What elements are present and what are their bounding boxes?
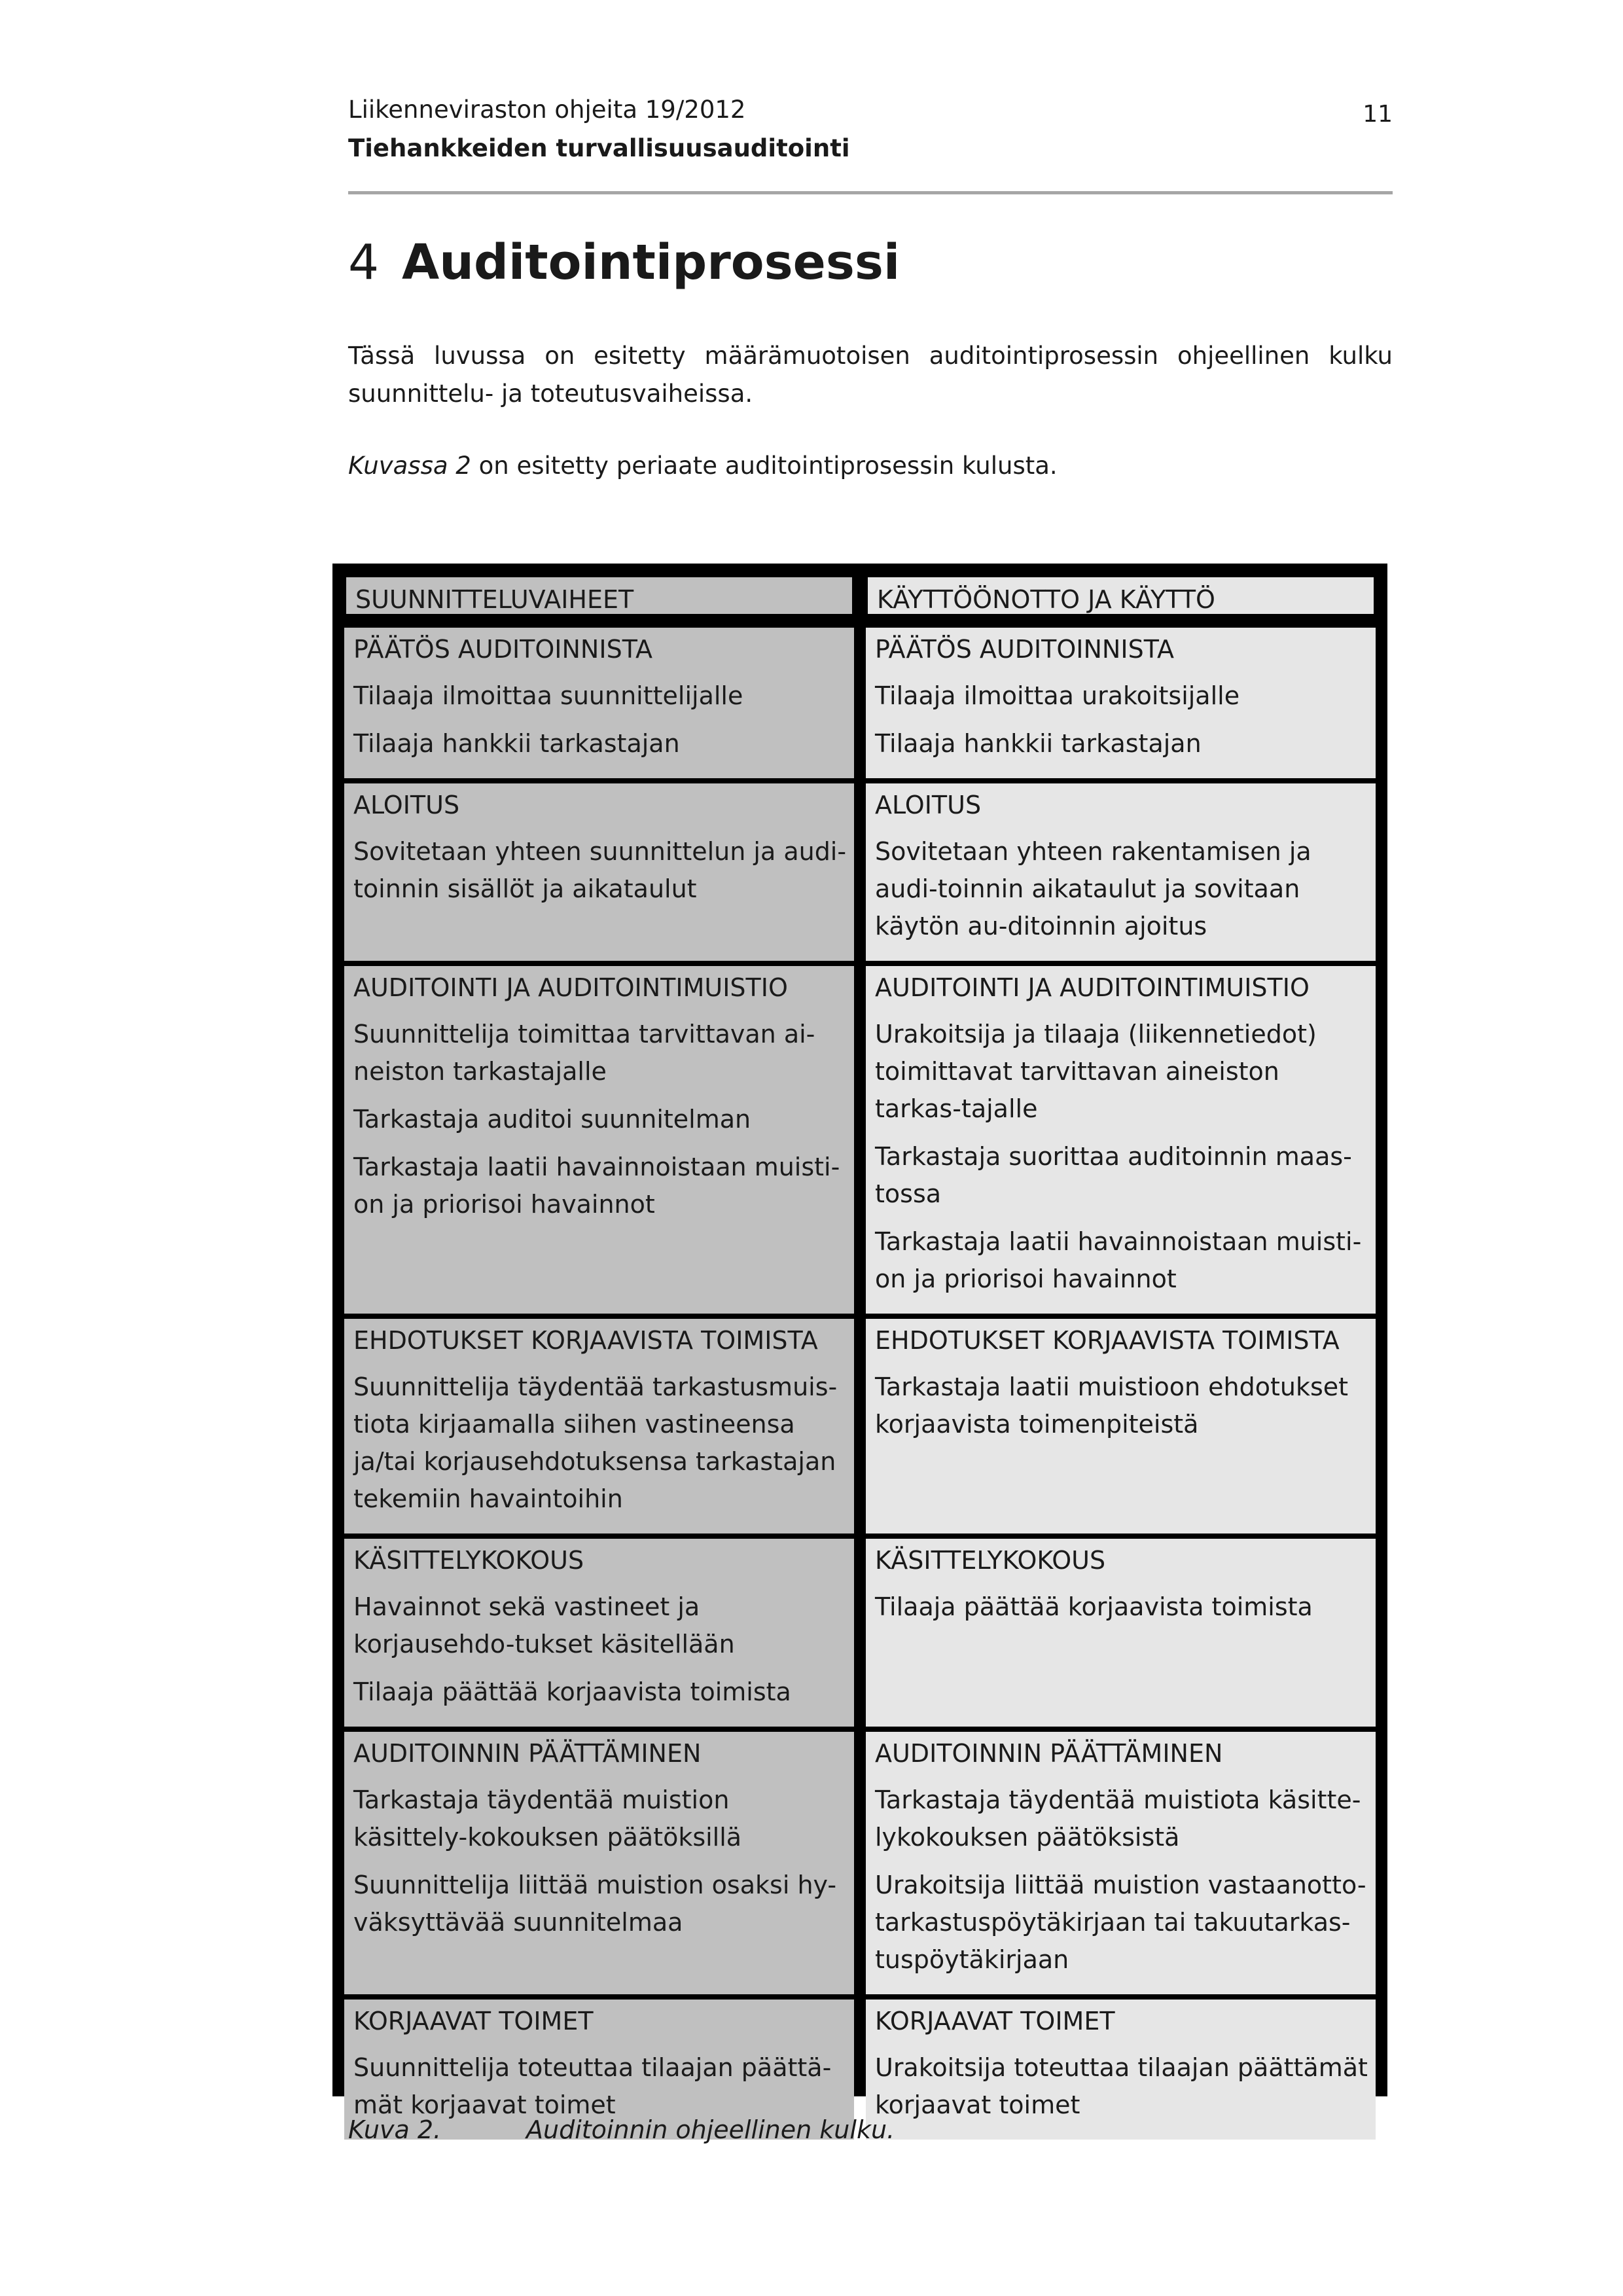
step-item: Tilaaja päättää korjaavista toimista: [875, 1592, 1313, 1621]
operation-step-cell: [866, 783, 1376, 961]
header-series: Liikenneviraston ohjeita 19/2012: [348, 96, 746, 124]
step-title: KORJAAVAT TOIMET: [875, 2007, 1115, 2036]
caption-label: Kuva 2.: [348, 2115, 442, 2144]
step-item: Tilaaja hankkii tarkastajan: [875, 729, 1202, 758]
chapter-heading: [348, 234, 900, 291]
figure-row: [344, 628, 1376, 778]
step-item: Tarkastaja laatii muistioon ehdotukset korjaavista toimenpiteistä: [875, 1372, 1349, 1439]
operation-step-cell: [866, 2000, 1376, 2140]
figure-reference-text: on esitetty periaate auditointiprosessin kulusta.: [471, 452, 1058, 480]
header-rule: [348, 191, 1393, 194]
operation-step-cell: [866, 1732, 1376, 1994]
step-title: EHDOTUKSET KORJAAVISTA TOIMISTA: [875, 1326, 1340, 1355]
step-item: Tilaaja päättää korjaavista toimista: [353, 1677, 791, 1706]
step-item: Sovitetaan yhteen suunnittelun ja audi-toinnin sisällöt ja aikataulut: [353, 837, 847, 903]
figure-rows: [344, 628, 1376, 2119]
step-item: Suunnittelija toimittaa tarvittavan ai-neiston tarkastajalle: [353, 1020, 815, 1086]
planning-step-cell: [344, 1539, 854, 1727]
step-item: Tarkastaja laatii havainnoistaan muisti-on ja priorisoi havainnot: [875, 1227, 1362, 1293]
step-title: AUDITOINNIN PÄÄTTÄMINEN: [353, 1739, 702, 1768]
caption-text: Auditoinnin ohjeellinen kulku.: [526, 2115, 895, 2144]
chapter-number: 4: [348, 234, 380, 291]
step-item: Tilaaja ilmoittaa suunnittelijalle: [353, 681, 743, 710]
figure-reference: [348, 452, 1058, 480]
figure-reference-link: Kuvassa 2: [348, 452, 471, 480]
step-title: KÄSITTELYKOKOUS: [353, 1546, 584, 1575]
step-title: AUDITOINTI JA AUDITOINTIMUISTIO: [875, 973, 1310, 1002]
planning-step-cell: [344, 628, 854, 778]
figure-header-operation: KÄYTTÖÖNOTTO JA KÄYTTÖ: [866, 575, 1376, 616]
step-item: Suunnittelija liittää muistion osaksi hy-väksyttävää suunnitelmaa: [353, 1871, 837, 1937]
figure-row: [344, 783, 1376, 961]
operation-step-cell: [866, 966, 1376, 1314]
step-title: AUDITOINTI JA AUDITOINTIMUISTIO: [353, 973, 788, 1002]
operation-step-cell: [866, 628, 1376, 778]
step-item: Havainnot sekä vastineet ja korjausehdo-tukset käsitellään: [353, 1592, 735, 1659]
step-item: Urakoitsija ja tilaaja (liikennetiedot) toimittavat tarvittavan aineiston tarkas-tajalle: [875, 1020, 1317, 1123]
step-title: PÄÄTÖS AUDITOINNISTA: [875, 635, 1174, 664]
step-item: Tarkastaja auditoi suunnitelman: [353, 1105, 751, 1134]
step-item: Tarkastaja laatii havainnoistaan muisti-on ja priorisoi havainnot: [353, 1153, 840, 1219]
step-item: Urakoitsija toteuttaa tilaajan päättämät korjaavat toimet: [875, 2053, 1368, 2119]
chapter-title: Auditointiprosessi: [402, 234, 901, 291]
figure-row: [344, 966, 1376, 1314]
step-item: Suunnittelija toteuttaa tilaajan päättä-mät korjaavat toimet: [353, 2053, 832, 2119]
intro-paragraph: Tässä luvussa on esitetty määrämuotoisen auditointiprosessin ohjeellinen kulku suunnittelu- ja toteutusvaiheissa.: [348, 342, 1393, 408]
figure-caption: [348, 2115, 895, 2144]
figure-row: [344, 1732, 1376, 1994]
step-item: Suunnittelija täydentää tarkastusmuis-tiota kirjaamalla siihen vastineensa ja/tai korjausehdotuksensa tarkastajan tekemiin havaintoihin: [353, 1372, 838, 1513]
figure-header-row: [344, 575, 1376, 616]
step-item: Tilaaja hankkii tarkastajan: [353, 729, 680, 758]
planning-step-cell: [344, 966, 854, 1314]
page-number: 11: [1363, 101, 1393, 128]
header-doc-title: Tiehankkeiden turvallisuusauditointi: [348, 134, 850, 162]
planning-step-cell: [344, 1319, 854, 1534]
operation-step-cell: [866, 1319, 1376, 1534]
step-item: Tarkastaja suorittaa auditoinnin maas-tossa: [875, 1142, 1352, 1208]
step-title: ALOITUS: [353, 791, 460, 819]
operation-step-cell: [866, 1539, 1376, 1727]
process-figure: [332, 564, 1387, 2119]
step-title: AUDITOINNIN PÄÄTTÄMINEN: [875, 1739, 1223, 1768]
step-title: KORJAAVAT TOIMET: [353, 2007, 594, 2036]
step-item: Urakoitsija liittää muistion vastaanotto-tarkastuspöytäkirjaan tai takuutarkas-tuspöytäkirjaan: [875, 1871, 1366, 1974]
figure-row: [344, 1319, 1376, 1534]
step-item: Tarkastaja täydentää muistiota käsitte-lykokouksen päätöksistä: [875, 1785, 1361, 1852]
step-title: EHDOTUKSET KORJAAVISTA TOIMISTA: [353, 1326, 818, 1355]
planning-step-cell: [344, 783, 854, 961]
planning-step-cell: [344, 1732, 854, 1994]
step-title: KÄSITTELYKOKOUS: [875, 1546, 1106, 1575]
figure-header-planning: SUUNNITTELUVAIHEET: [344, 575, 854, 616]
step-title: ALOITUS: [875, 791, 982, 819]
figure-row: [344, 1539, 1376, 1727]
step-title: PÄÄTÖS AUDITOINNISTA: [353, 635, 652, 664]
step-item: Tarkastaja täydentää muistion käsittely-kokouksen päätöksillä: [353, 1785, 742, 1852]
step-item: Sovitetaan yhteen rakentamisen ja audi-toinnin aikataulut ja sovitaan käytön au-ditoinnin ajoitus: [875, 837, 1311, 941]
step-item: Tilaaja ilmoittaa urakoitsijalle: [875, 681, 1240, 710]
